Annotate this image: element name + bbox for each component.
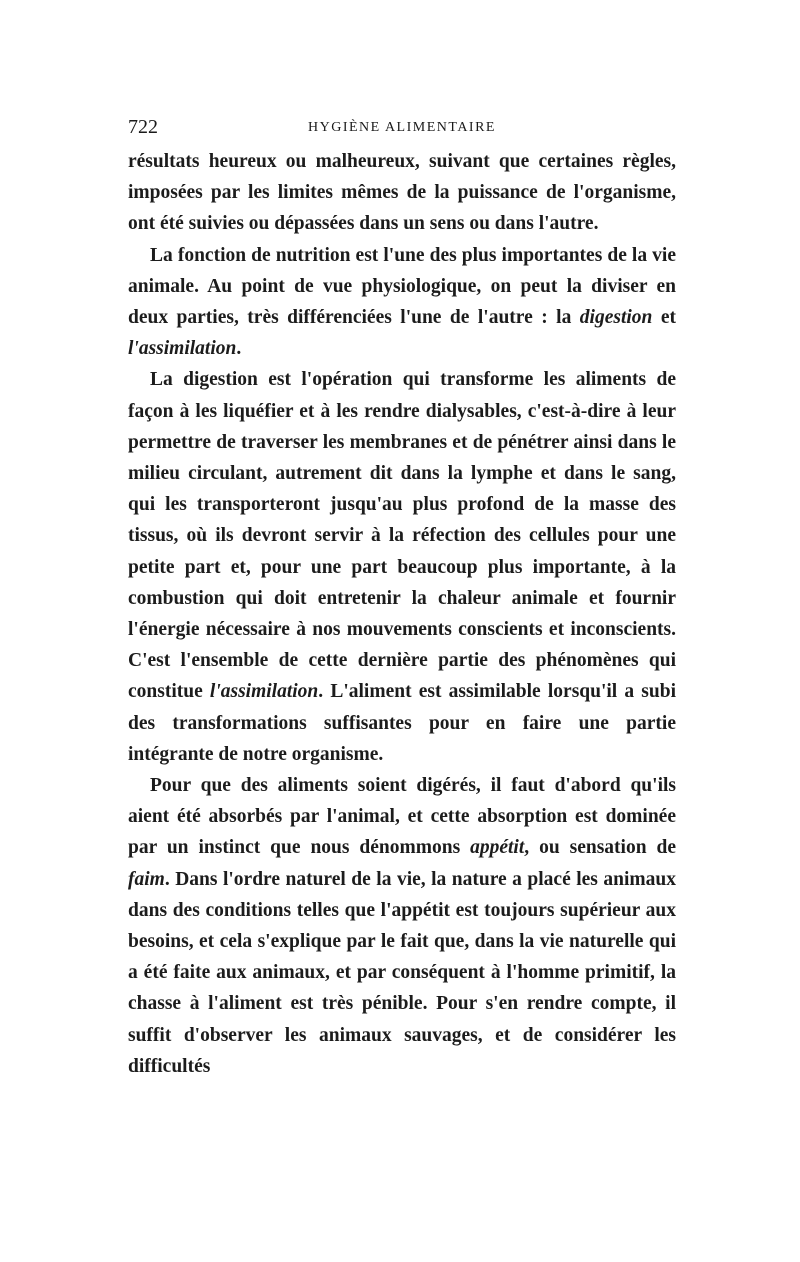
italic-term: appétit [470,837,525,859]
text-run: . Dans l'ordre naturel de la vie, la nature a placé les animaux dans des conditions telles que l'appétit est toujours supérieur aux besoins, et cela s'explique par le fait que, dans la vie naturelle qui a été faite aux animaux, et par conséquent à l'homme primitif, la chasse à l'aliment est très pénible. Pour s'en rendre compte, il suffit d'observer les animaux sauvages, et de considérer les difficultés [128,868,676,1077]
body-text [128,146,676,1082]
text-run: résultats heureux ou malheureux, suivant que certaines règles, imposées par les limites mêmes de la puissance de l'organisme, ont été suivies ou dépassées dans un sens ou dans l'autre. [128,151,676,235]
italic-term: digestion [579,307,653,329]
text-run: Pour que des aliments soient digérés, il faut d'abord qu'ils aient été absorbés par l'animal, et cette absorption est dominée par un instinct que nous dénommons [128,775,676,859]
text-run: La digestion est l'opération qui transforme les aliments de façon à les liquéfier et à les rendre dialysables, c'est-à-dire à leur permettre de traverser les membranes et de pénétrer ainsi dans le milieu circulant, autrement dit dans la lymphe et dans le sang, qui les transporteront jusqu'au plus profond de la masse des tissus, où ils devront servir à la réfection des cellules pour une petite part et, pour une part beaucoup plus importante, à la combustion qui doit entretenir la chaleur animale et fournir l'énergie nécessaire à nos mouvements conscients et inconscients. C'est l'ensemble de cette dernière partie des phénomènes qui constitue [128,369,676,703]
italic-term: l'assimilation [128,338,237,360]
text-run: . L'aliment est assimilable lorsqu'il a subi des transformations suffisantes pour en faire une partie intégrante de notre organisme. [128,681,676,765]
paragraph [128,240,676,365]
italic-term: l'assimilation [209,681,319,703]
book-page [128,116,676,1082]
text-run: et [652,307,676,329]
section-title: HYGIÈNE ALIMENTAIRE [308,120,496,135]
text-run: La fonction de nutrition est l'une des plus importantes de la vie animale. Au point de vue physiologique, on peut la diviser en deux parties, très différenciées l'une de l'autre : la [128,244,676,329]
text-run: , ou sensation de [524,837,676,859]
text-run: . [236,338,242,360]
paragraph [128,364,676,770]
paragraph [128,770,676,1082]
page-number: 722 [128,116,158,138]
italic-term: faim [128,868,165,890]
paragraph [128,146,676,240]
running-head [128,116,676,146]
